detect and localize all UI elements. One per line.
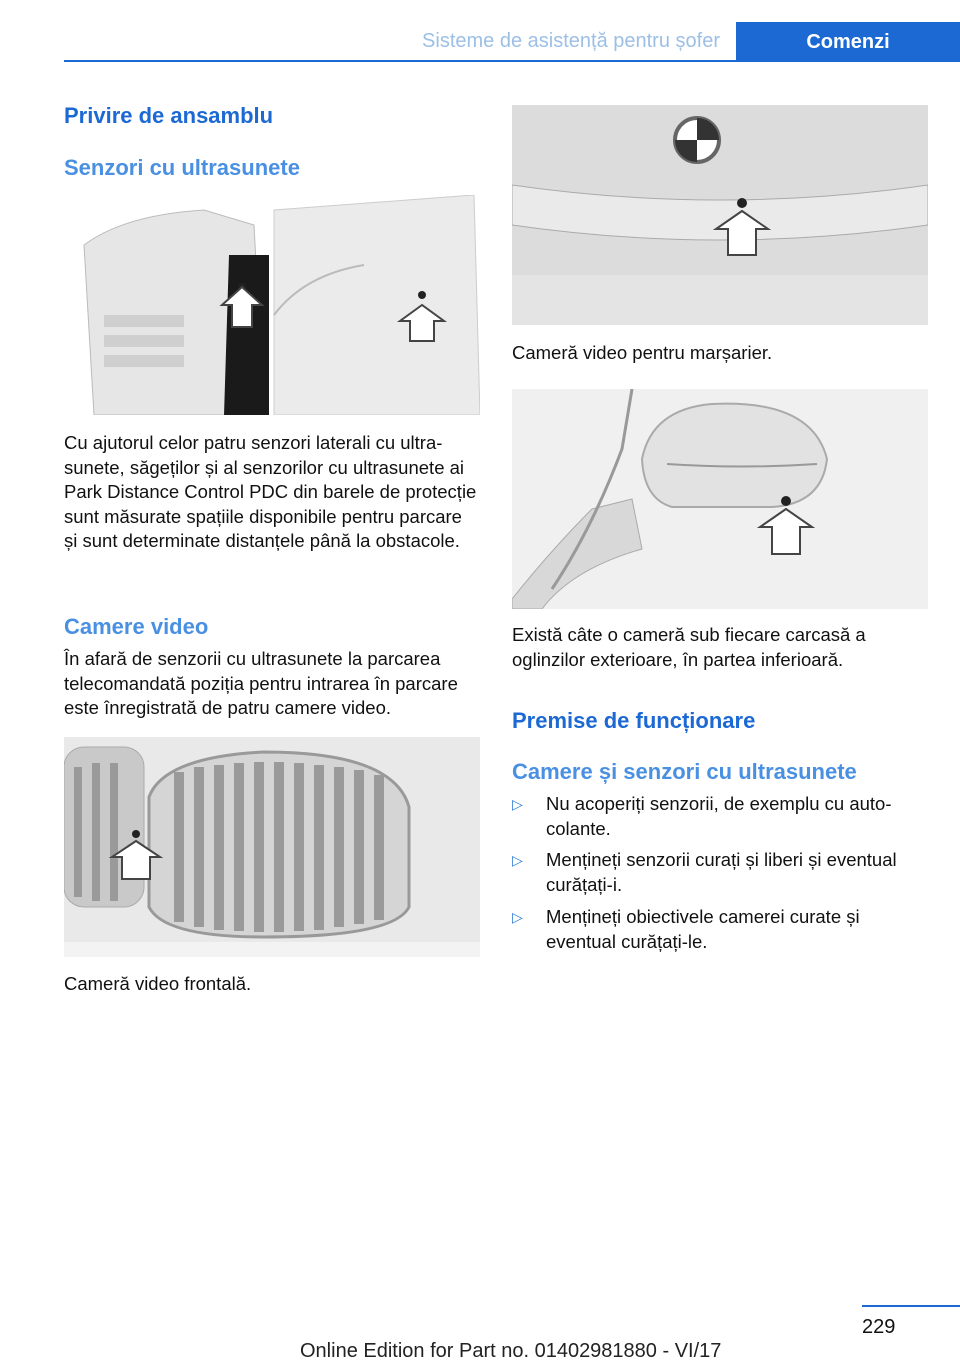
caption-mirror-camera: Există câte o cameră sub fiecare carcasă a oglinzilor exterioare, în partea inferioară. [512,624,866,670]
figure-front-camera [64,737,480,957]
page-number-rule [862,1305,960,1307]
figure-mirror-camera [512,389,928,609]
paragraph-sensors: Cu ajutorul celor patru senzori laterali cu ultrasunete, săgeților și al senzorilor cu ultrasunete ai Park Distance Control PDC din barele de protecție sunt măsurate spațiile disponibile pentru parcare și sunt determinate distanțele până la obstacole. [64,432,477,551]
paragraph-cameras: În afară de senzorii cu ultrasunete la parcarea telecomandată poziția pentru intrarea în parcare este înregistrată de patru camere video. [64,648,458,718]
header-chapter-tab: Comenzi [736,22,960,62]
figure-side-sensors [64,195,480,415]
heading-cameras-and-sensors: Camere și senzori cu ultrasunete [512,759,857,784]
page-number: 229 [862,1316,896,1338]
edition-footer: Online Edition for Part no. 01402981880 - VI/17 [300,1340,722,1362]
triangle-bullet-icon: ▷ [512,852,523,868]
heading-overview: Privire de ansamblu [64,103,274,128]
caption-rear-camera: Cameră video pentru marșarier. [512,342,773,363]
heading-prerequisites: Premise de funcționare [512,708,756,733]
triangle-bullet-icon: ▷ [512,909,523,925]
caption-front-camera: Cameră video frontală. [64,973,252,994]
figure-rear-camera [512,105,928,325]
heading-cameras: Camere video [64,614,209,639]
header-rule [64,60,960,62]
triangle-bullet-icon: ▷ [512,796,523,812]
heading-ultrasonic-sensors: Senzori cu ultrasunete [64,155,300,180]
header-section-title: Sisteme de asistență pentru șofer [422,30,720,52]
